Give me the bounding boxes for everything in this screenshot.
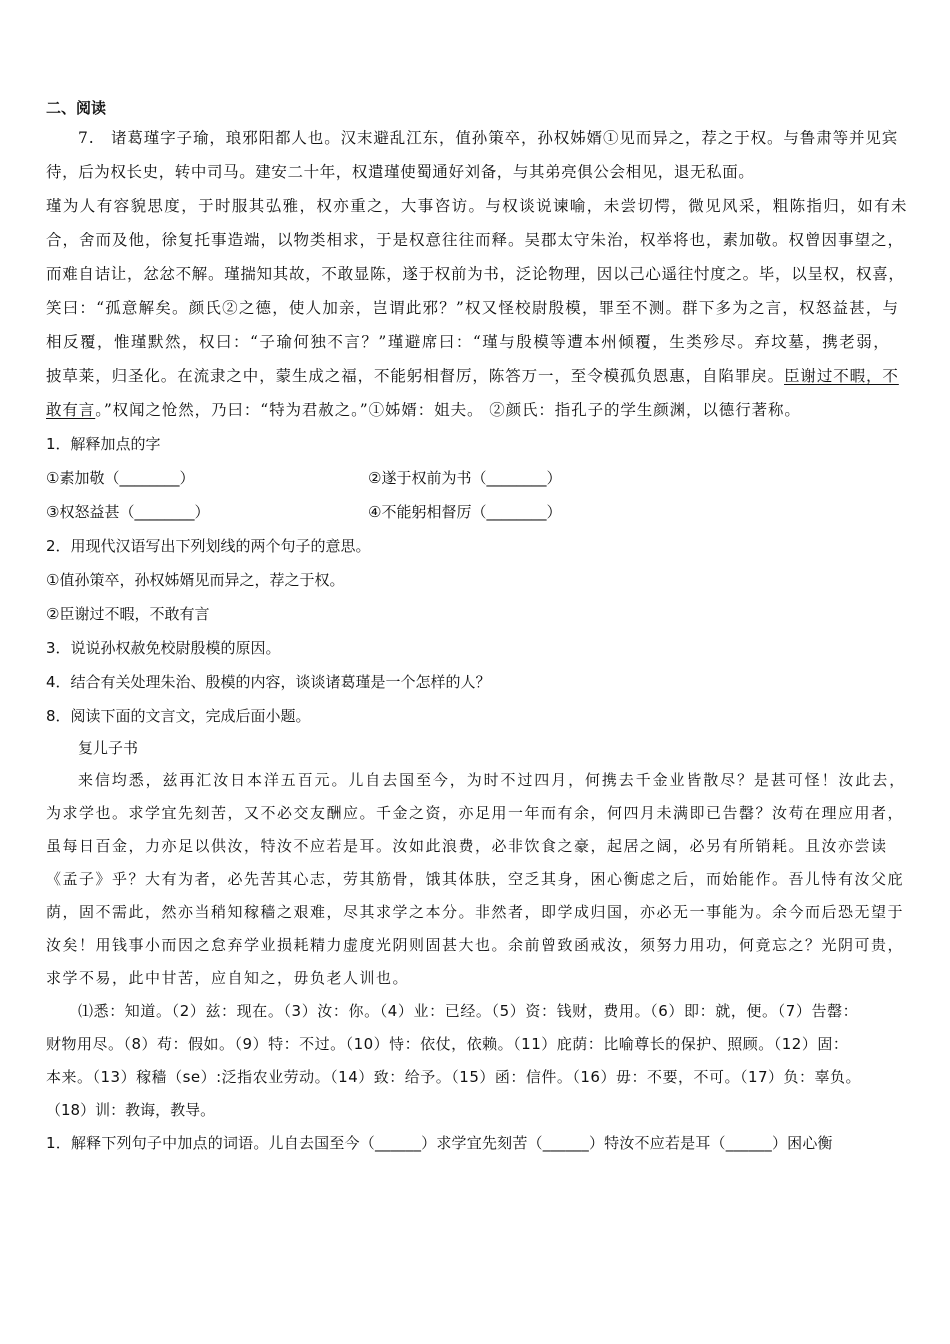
- q8-passage-title: 复儿子书: [78, 739, 139, 757]
- q7-passage-line: 笑曰：“孤意解矣。颜氏②之德，使人加亲，岂谓此邪？”权又怪校尉殷模，罪至不测。群下多为之言，权怒益甚，与: [46, 299, 900, 317]
- section-title: 二、阅读: [46, 99, 107, 117]
- q7-sub4: 4．结合有关处理朱治、殷模的内容，谈谈诸葛瑾是一个怎样的人？: [46, 673, 491, 691]
- q8-note-line: ⑴悉：知道。（2）兹：现在。（3）汝：你。（4）业：已经。（5）资：钱财，费用。（6）即：就，便。（7）告罄：: [78, 1002, 859, 1020]
- q7-passage-line: 相反覆，惟瑾默然，权曰：“子瑜何独不言？”瑾避席曰：“瑾与殷模等遭本州倾覆，生类殄尽。弃坟墓，携老弱，: [46, 333, 891, 351]
- underlined-sentence-part1: 臣谢过不暇，不: [784, 367, 899, 385]
- q7-sub2-title: 2．用现代汉语写出下列划线的两个句子的意思。: [46, 537, 371, 555]
- q8-passage-line: 虽每日百金，力亦足以供汝，特汝不应若是耳。汝如此浪费，必非饮食之豪，起居之阔，必另有所销耗。且汝亦尝读: [46, 837, 888, 855]
- q7-passage-line: 待，后为权长史，转中司马。建安二十年，权遣瑾使蜀通好刘备，与其弟亮俱公会相见，退无私面。: [46, 163, 755, 181]
- q7-sub1-item: ②遂于权前为书（________）: [368, 469, 562, 487]
- q8-passage-line: 为求学也。求学宜先刻苦，又不必交友酬应。千金之资，亦足用一年而有余，何四月未满即已告罄？汝苟在理应用者，: [46, 804, 905, 822]
- q7-sub2-item: ①值孙策卒，孙权姊婿见而异之，荐之于权。: [46, 571, 345, 589]
- q8-passage-line: 荫，固不需此，然亦当稍知稼穑之艰难，尽其求学之本分。非然者，即学成归国，亦必无一事能为。余今而后恐无望于: [46, 903, 905, 921]
- q8-intro: 8．阅读下面的文言文，完成后面小题。: [46, 707, 311, 725]
- q7-passage-line: 而难自诘让，忿忿不解。瑾揣知其故，不敢显陈，遂于权前为书，泛论物理，因以己心遥往忖度之。毕，以呈权，权喜，: [46, 265, 905, 283]
- q8-passage-line: 来信均悉，兹再汇汝日本洋五百元。儿自去国至今，为时不过四月，何携去千金业皆散尽？是甚可怪！汝此去，: [78, 771, 907, 789]
- q7-passage-text: 披草莱，归圣化。在流隶之中，蒙生成之福，不能躬相督厉，陈答万一，至令模孤负恩惠，自陷罪戾。: [46, 367, 785, 385]
- q7-passage-line: 合，舍而及他，徐复托事造端，以物类相求，于是权意往往而释。吴郡太守朱治，权举将也，素加敬。权曾因事望之，: [46, 231, 905, 249]
- q7-passage-line: 瑾为人有容貌思度，于时服其弘雅，权亦重之，大事咨访。与权谈说谏喻，未尝切愕，微见风采，粗陈指归，如有未: [46, 197, 908, 215]
- q8-note-line: 本来。（13）稼穑（se）:泛指农业劳动。（14）致：给予。（15）函：信件。（16）毋：不要，不可。（17）负：辜负。: [46, 1068, 862, 1086]
- q7-sub1-title: 1．解释加点的字: [46, 435, 161, 453]
- q7-passage-footnotes: 。”权闻之怆然，乃曰：“特为君赦之。”①姊婿：姐夫。 ②颜氏：指孔子的学生颜渊，以德行著称。: [95, 401, 801, 419]
- q7-passage-line: 7. 诸葛瑾字子瑜，琅邪阳都人也。汉末避乱江东，值孙策卒，孙权姊婿①见而异之，荐之于权。与鲁肃等并见宾: [78, 129, 899, 147]
- q8-passage-line: 汝矣！用钱事小而因之怠弃学业损耗精力虚度光阴则固甚大也。余前曾致函戒汝，须努力用功，何竟忘之？光阴可贵，: [46, 936, 905, 954]
- q7-passage-last-line: [46, 400, 801, 420]
- q7-sub1-item: ④不能躬相督厉（________）: [368, 503, 562, 521]
- q8-passage-line: 《孟子》乎？大有为者，必先苦其心志，劳其筋骨，饿其体肤，空乏其身，困心衡虑之后，而始能作。吾儿恃有汝父庇: [46, 870, 905, 888]
- q7-sub1-item: ①素加敬（________）: [46, 469, 195, 487]
- q8-passage-line: 求学不易，此中甘苦，应自知之，毋负老人训也。: [46, 969, 410, 987]
- q7-sub1-item: ③权怒益甚（________）: [46, 503, 210, 521]
- q7-passage-line-with-underline: [46, 366, 899, 386]
- underlined-sentence-part2: 敢有言: [46, 401, 96, 419]
- q7-sub2-item: ②臣谢过不暇，不敢有言: [46, 605, 210, 623]
- q8-note-line: （18）训：教诲，教导。: [46, 1101, 216, 1119]
- q8-sub1: 1．解释下列句子中加点的词语。儿自去国至今（______）求学宜先刻苦（______）特汝不应若是耳（______）困心衡: [46, 1134, 833, 1152]
- q8-note-line: 财物用尽。（8）苟：假如。（9）特：不过。（10）恃：依仗，依赖。（11）庇荫：比喻尊长的保护、照顾。（12）固：: [46, 1035, 849, 1053]
- q7-sub3: 3．说说孙权赦免校尉殷模的原因。: [46, 639, 281, 657]
